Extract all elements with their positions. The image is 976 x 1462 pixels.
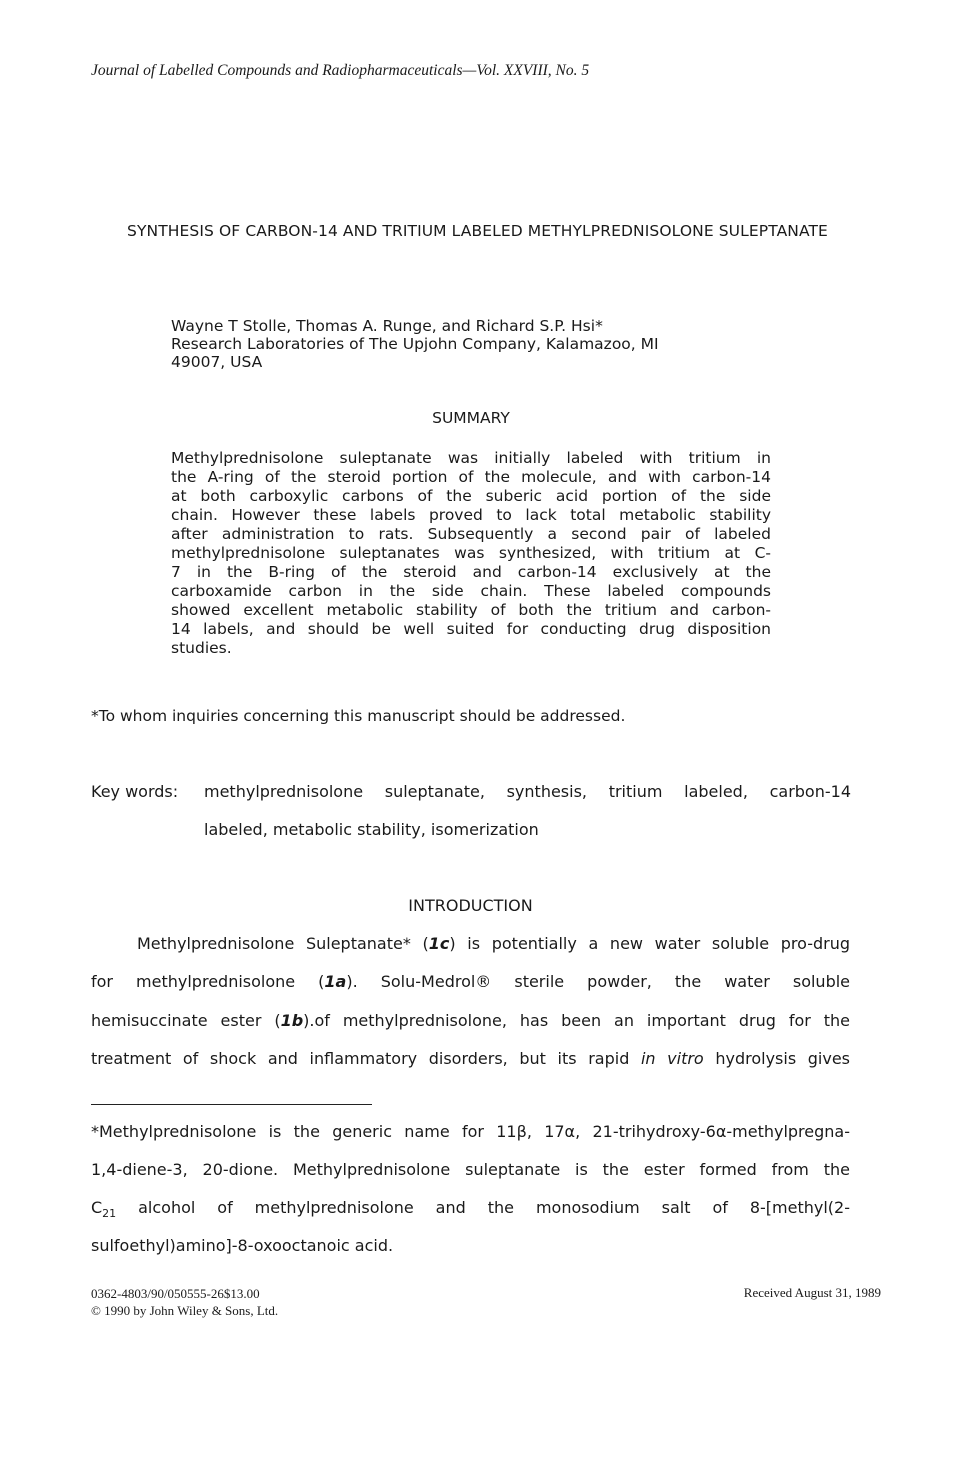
summary-line: carboxamide carbon in the side chain. These labeled compounds xyxy=(171,582,771,600)
footnote-line-3: $C_{21}$ alcohol of methylprednisolone and the monosodium salt of 8-[methyl(2- xyxy=(91,1198,850,1221)
keywords-label: Key words: xyxy=(91,782,179,801)
summary-line: 7 in the B-ring of the steroid and carbon-14 exclusively at the xyxy=(171,563,771,581)
intro-line-1: Methylprednisolone Suleptanate* (1c) is potentially a new water soluble pro-drug xyxy=(137,934,850,953)
compound-ref: 1a xyxy=(324,972,347,991)
footnote-line-1: *Methylprednisolone is the generic name for 11β, 17α, 21-trihydroxy-6α-methylpregna- xyxy=(91,1122,850,1141)
summary-line: after administration to rats. Subsequently a second pair of labeled xyxy=(171,525,771,543)
author-block xyxy=(171,317,659,371)
journal-header: Journal of Labelled Compounds and Radiopharmaceuticals—Vol. XXVIII, No. 5 xyxy=(91,62,590,79)
footnote-line-2: 1,4-diene-3, 20-dione. Methylprednisolone suleptanate is the ester formed from the xyxy=(91,1160,850,1179)
article-code: 0362-4803/90/050555-26$13.00 xyxy=(91,1286,260,1301)
intro-line-3: hemisuccinate ester (1b).of methylprednisolone, has been an important drug for the xyxy=(91,1011,850,1030)
intro-line-4: treatment of shock and inflammatory disorders, but its rapid in vitro hydrolysis gives xyxy=(91,1049,851,1068)
summary-line: 14 labels, and should be well suited for conducting drug disposition xyxy=(171,620,771,638)
summary-heading: SUMMARY xyxy=(432,409,510,427)
author-names: Wayne T Stolle, Thomas A. Runge, and Richard S.P. Hsi* xyxy=(171,317,603,335)
publication-info xyxy=(91,1285,278,1319)
keywords-line-2: labeled, metabolic stability, isomerization xyxy=(204,820,539,839)
footnote-line-4: sulfoethyl)amino]-8-oxooctanoic acid. xyxy=(91,1236,394,1255)
summary-line: the A-ring of the steroid portion of the molecule, and with carbon-14 xyxy=(171,468,771,486)
introduction-heading: INTRODUCTION xyxy=(408,896,533,915)
summary-line: chain. However these labels proved to lack total metabolic stability xyxy=(171,506,771,524)
article-title: SYNTHESIS OF CARBON-14 AND TRITIUM LABELED METHYLPREDNISOLONE SULEPTANATE xyxy=(127,222,828,240)
affiliation-line-2: 49007, USA xyxy=(171,353,263,371)
compound-ref: 1b xyxy=(280,1011,304,1030)
summary-line: Methylprednisolone suleptanate was initially labeled with tritium in xyxy=(171,449,771,467)
summary-line: methylprednisolone suleptanates was synthesized, with tritium at C- xyxy=(171,544,771,562)
emphasis: in vitro xyxy=(640,1049,704,1068)
summary-line: at both carboxylic carbons of the suberic acid portion of the side xyxy=(171,487,771,505)
intro-line-2: for methylprednisolone (1a). Solu-Medrol® sterile powder, the water soluble xyxy=(91,972,851,991)
summary-text xyxy=(171,449,771,658)
keywords-line-1: methylprednisolone suleptanate, synthesis, tritium labeled, carbon-14 xyxy=(204,782,851,801)
copyright-line: © 1990 by John Wiley & Sons, Ltd. xyxy=(91,1303,279,1318)
affiliation-line-1: Research Laboratories of The Upjohn Company, Kalamazoo, MI xyxy=(171,335,659,353)
footnote-rule xyxy=(91,1104,372,1105)
inquiries-footnote: *To whom inquiries concerning this manuscript should be addressed. xyxy=(91,707,626,725)
received-date: Received August 31, 1989 xyxy=(743,1285,881,1300)
summary-line: studies. xyxy=(171,639,232,657)
summary-line: showed excellent metabolic stability of both the tritium and carbon- xyxy=(171,601,771,619)
compound-ref: 1c xyxy=(428,934,450,953)
